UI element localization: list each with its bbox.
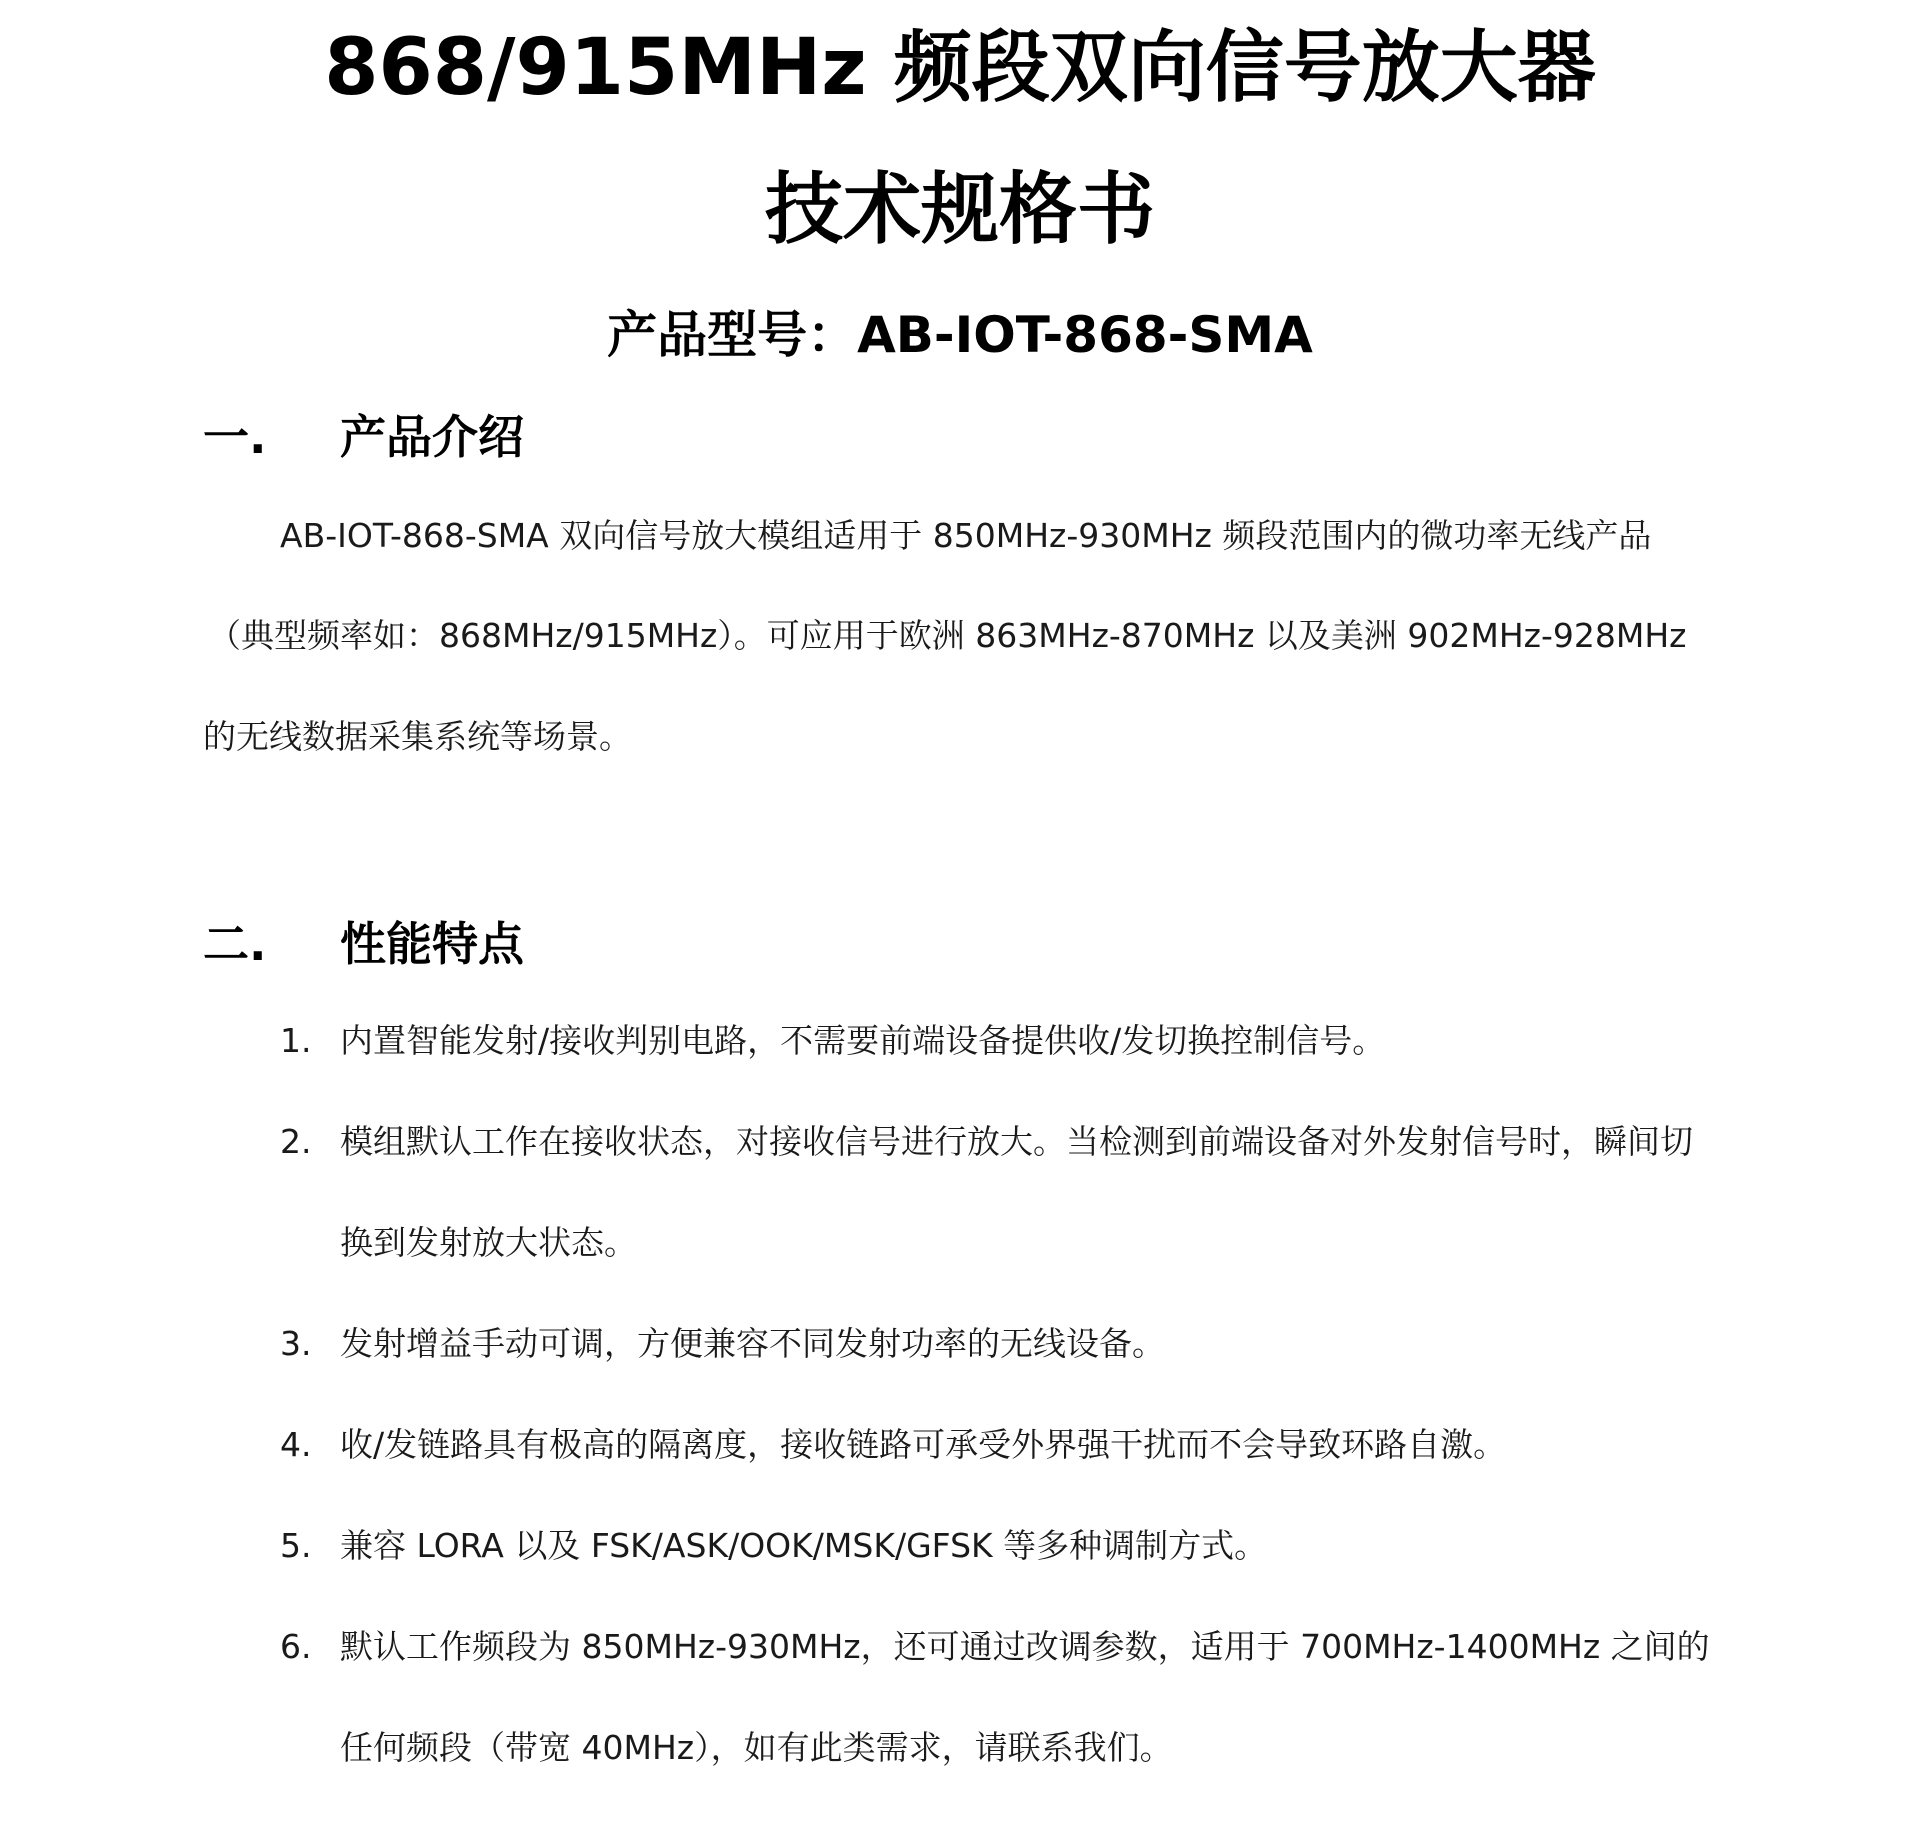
feature-6-text-line-2: 任何频段（带宽 40MHz），如有此类需求，请联系我们。	[340, 1728, 1173, 1767]
feature-5-number: 5.	[280, 1526, 312, 1565]
feature-4-text: 收/发链路具有极高的隔离度，接收链路可承受外界强干扰而不会导致环路自激。	[340, 1425, 1507, 1464]
section-1-heading: 产品介绍	[340, 410, 524, 464]
section-2-number: 二.	[203, 917, 267, 971]
feature-1-number: 1.	[280, 1021, 312, 1060]
feature-3-text: 发射增益手动可调，方便兼容不同发射功率的无线设备。	[340, 1324, 1165, 1363]
intro-paragraph-line-2: （典型频率如：868MHz/915MHz）。可应用于欧洲 863MHz-870MHz 以及美洲 902MHz-928MHz	[208, 616, 1687, 655]
product-model-heading: 产品型号：AB-IOT-868-SMA	[607, 306, 1313, 364]
section-2-heading: 性能特点	[340, 917, 524, 971]
intro-paragraph-line-3: 的无线数据采集系统等场景。	[203, 717, 632, 756]
document-title: 868/915MHz 频段双向信号放大器	[324, 23, 1596, 113]
intro-paragraph-line-1: AB-IOT-868-SMA 双向信号放大模组适用于 850MHz-930MHz 频段范围内的微功率无线产品	[280, 516, 1652, 555]
feature-3-number: 3.	[280, 1324, 312, 1363]
feature-1-text: 内置智能发射/接收判别电路，不需要前端设备提供收/发切换控制信号。	[340, 1021, 1386, 1060]
section-1-number: 一.	[203, 410, 267, 464]
feature-5-text: 兼容 LORA 以及 FSK/ASK/OOK/MSK/GFSK 等多种调制方式。	[340, 1526, 1268, 1565]
feature-6-text-line-1: 默认工作频段为 850MHz-930MHz，还可通过改调参数，适用于 700MHz-1400MHz 之间的	[340, 1627, 1710, 1666]
feature-6-number: 6.	[280, 1627, 312, 1666]
feature-2-number: 2.	[280, 1122, 312, 1161]
feature-2-text-line-2: 换到发射放大状态。	[340, 1223, 637, 1262]
document-subtitle: 技术规格书	[764, 165, 1155, 255]
feature-4-number: 4.	[280, 1425, 312, 1464]
feature-2-text-line-1: 模组默认工作在接收状态，对接收信号进行放大。当检测到前端设备对外发射信号时，瞬间切	[340, 1122, 1693, 1161]
